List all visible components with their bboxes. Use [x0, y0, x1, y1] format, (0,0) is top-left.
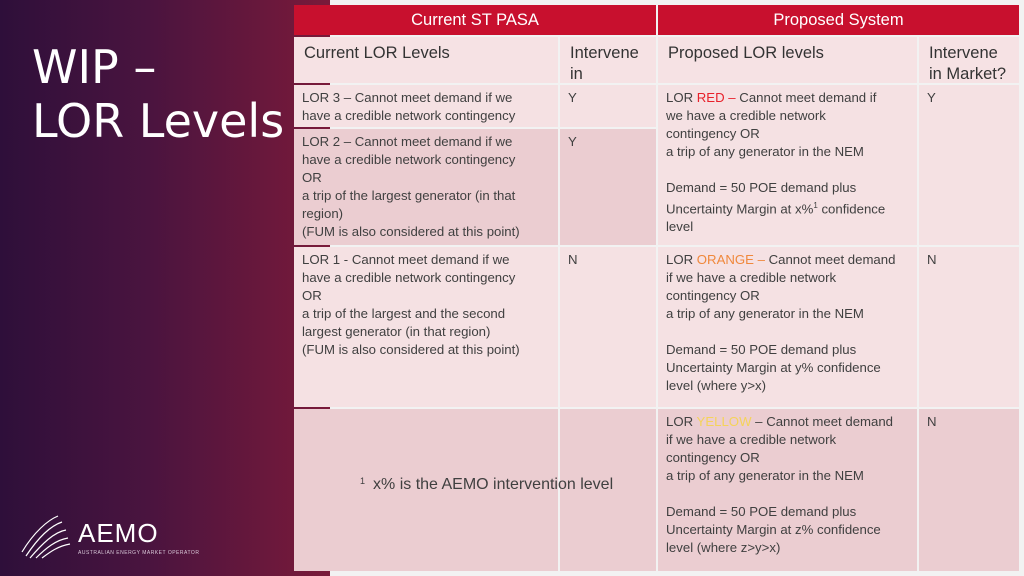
col-intervene-proposed: [919, 37, 1019, 83]
footnote-mark: 1: [360, 476, 366, 486]
cell-line: [666, 413, 909, 431]
slide-title: [32, 40, 284, 148]
cell-line: LOR 1 - Cannot meet demand if we: [302, 252, 510, 267]
cell-line: contingency OR: [666, 126, 760, 141]
col-intervene-line: Intervene: [929, 44, 998, 62]
cell-line: a trip of any generator in the NEM: [666, 468, 864, 483]
col-current-lor-levels: Current LOR Levels: [294, 37, 558, 83]
header-proposed-system: Proposed System: [658, 5, 1019, 35]
cell-line: Uncertainty Margin at y% confidence: [666, 360, 881, 375]
cell-line: [666, 161, 909, 179]
lor-dash: –: [724, 90, 740, 105]
proposed-lor-yellow-cell: [658, 409, 917, 571]
cell-line: Demand = 50 POE demand plus: [666, 180, 857, 195]
cell-line: contingency OR: [666, 450, 760, 465]
aemo-logo: [18, 512, 200, 562]
footnote-marker: 1: [813, 201, 818, 210]
footnote: [360, 476, 613, 494]
header-current-st-pasa: Current ST PASA: [294, 5, 656, 35]
col-intervene-current: [560, 37, 656, 83]
lor-color-yellow: YELLOW: [696, 414, 752, 429]
cell-line: largest generator (in that region): [302, 324, 491, 339]
cell-line: have a credible network contingency: [302, 152, 516, 167]
sup-line-pre: Uncertainty Margin at x%: [666, 201, 814, 217]
lor-dash: –: [751, 414, 767, 429]
lor-prefix: LOR: [666, 414, 697, 429]
cell-line: if we have a credible network: [666, 432, 837, 447]
col-intervene-line: in Market?: [929, 65, 1007, 83]
aemo-logo-subtext: AUSTRALIAN ENERGY MARKET OPERATOR: [78, 550, 200, 556]
cell-line: have a credible network contingency: [302, 270, 516, 285]
lor-color-orange: ORANGE: [696, 252, 754, 267]
cell-line: [666, 323, 909, 341]
cell-line: a trip of the largest and the second: [302, 306, 506, 321]
col-proposed-lor-levels: Proposed LOR levels: [658, 37, 917, 83]
proposed-lor-orange-intervene: N: [919, 247, 1019, 407]
cell-line: (FUM is also considered at this point): [302, 342, 520, 357]
cell-line: level (where z>y>x): [666, 540, 781, 555]
aemo-logo-text: AEMO: [78, 518, 159, 548]
cell-line: Demand = 50 POE demand plus: [666, 342, 857, 357]
cell-line: level: [666, 219, 694, 235]
cell-line: [666, 89, 909, 107]
cell-line: a trip of any generator in the NEM: [666, 144, 864, 159]
cell-line: contingency OR: [666, 288, 760, 303]
cell-line: a trip of the largest generator (in that: [302, 188, 516, 203]
lor-first-rest: Cannot meet demand: [768, 252, 896, 267]
current-lor2-intervene: Y: [560, 129, 656, 245]
proposed-lor-yellow-intervene: N: [919, 409, 1019, 571]
aemo-logo-icon: [18, 512, 74, 560]
lor-color-red: RED: [696, 90, 725, 105]
cell-line: level (where y>x): [666, 378, 767, 393]
cell-line: LOR 3 – Cannot meet demand if we: [302, 90, 513, 105]
cell-line: if we have a credible network: [666, 270, 837, 285]
sup-line-post: confidence: [817, 201, 886, 217]
cell-line: Uncertainty Margin at z% confidence: [666, 522, 881, 537]
cell-line: (FUM is also considered at this point): [302, 224, 520, 239]
proposed-lor-red-intervene: Y: [919, 85, 1019, 245]
cell-line: OR: [302, 288, 322, 303]
cell-line: we have a credible network: [666, 108, 826, 123]
lor-dash: –: [753, 252, 769, 267]
cell-line: have a credible network contingency: [302, 108, 516, 123]
cell-line: a trip of any generator in the NEM: [666, 306, 864, 321]
current-lor3-cell: [294, 85, 558, 127]
cell-line: OR: [302, 170, 322, 185]
cell-line: [666, 251, 909, 269]
current-lor1-cell: [294, 247, 558, 407]
proposed-lor-red-cell: [658, 85, 917, 245]
cell-line: [666, 197, 909, 218]
slide-title-line2: LOR Levels: [32, 94, 285, 148]
footnote-text: x% is the AEMO intervention level: [373, 476, 614, 493]
current-lor2-cell: [294, 129, 558, 245]
current-lor1-intervene: N: [560, 247, 656, 407]
current-lor3-intervene: Y: [560, 85, 656, 127]
lor-prefix: LOR: [666, 252, 697, 267]
slide-title-line1: WIP –: [32, 40, 157, 94]
col-intervene-line: in: [570, 65, 583, 83]
lor-first-rest: Cannot meet demand: [766, 414, 894, 429]
cell-line: Demand = 50 POE demand plus: [666, 504, 857, 519]
proposed-lor-orange-cell: [658, 247, 917, 407]
lor-first-rest: Cannot meet demand if: [739, 90, 877, 105]
cell-line: region): [302, 206, 344, 221]
cell-line: [666, 485, 909, 503]
col-intervene-line: Intervene: [570, 44, 639, 62]
cell-line: LOR 2 – Cannot meet demand if we: [302, 134, 513, 149]
lor-prefix: LOR: [666, 90, 697, 105]
